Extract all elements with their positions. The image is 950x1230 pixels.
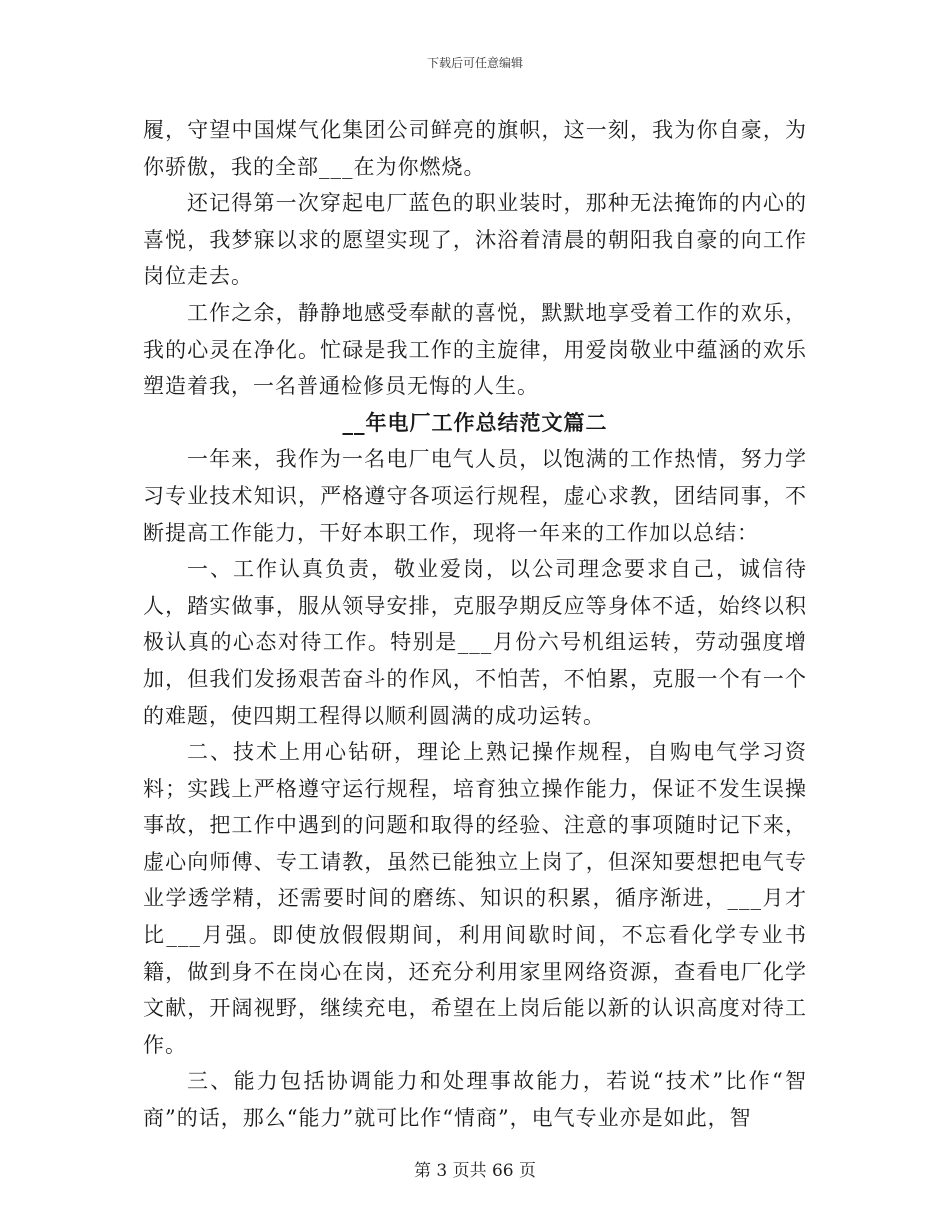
paragraph-intro: 一年来，我作为一名电厂电气人员，以饱满的工作热情，努力学习专业技术知识，严格遵守各项运行规程，虚心求教，团结同事，不断提高工作能力，干好本职工作，现将一年来的工作加以总结： (143, 447, 807, 545)
paragraph-continuation: 履，守望中国煤气化集团公司鲜亮的旗帜，这一刻，我为你自豪，为你骄傲，我的全部___在为你燃烧。 (143, 118, 807, 179)
paragraph-after-work: 工作之余，静静地感受奉献的喜悦，默默地享受着工作的欢乐，我的心灵在净化。忙碌是我工作的主旋律，用爱岗敬业中蕴涵的欢乐塑造着我，一名普通检修员无悔的人生。 (143, 300, 807, 399)
paragraph-point-three: 三、能力包括协调能力和处理事故能力，若说“技术”比作“智商”的话，那么“能力”就可比作“情商”，电气专业亦是如此，智 (143, 1069, 807, 1131)
page-number: 第 3 页共 66 页 (413, 1161, 537, 1181)
page-header: 下载后可任意编辑 (426, 56, 523, 70)
paragraph-point-one: 一、工作认真负责，敬业爱岗，以公司理念要求自己，诚信待人，踏实做事，服从领导安排，克服孕期反应等身体不适，始终以积极认真的心态对待工作。特别是___月份六号机组运转，劳动强度增加，但我们发扬艰苦奋斗的作风，不怕苦，不怕累，克服一个有一个的难题，使四期工程得以顺利圆满的成功运转。 (143, 557, 807, 728)
document-body (143, 112, 807, 1137)
section-title: __年电厂工作总结范文篇二 (342, 409, 608, 435)
paragraph-point-two: 二、技术上用心钻研，理论上熟记操作规程，自购电气学习资料；实践上严格遵守运行规程，培育独立操作能力，保证不发生误操事故，把工作中遇到的问题和取得的经验、注意的事项随时记下来，虚心向师傅、专工请教，虽然已能独立上岗了，但深知要想把电气专业学透学精，还需要时间的磨练、知识的积累，循序渐进，___月才比___月强。即使放假假期间，利用间歇时间，不忘看化学专业书籍，做到身不在岗心在岗，还充分利用家里网络资源，查看电厂化学文献，开阔视野，继续充电，希望在上岗后能以新的认识高度对待工作。 (143, 740, 807, 1057)
paragraph-uniform-memory: 还记得第一次穿起电厂蓝色的职业装时，那种无法掩饰的内心的喜悦，我梦寐以求的愿望实现了，沐浴着清晨的朝阳我自豪的向工作岗位走去。 (143, 191, 807, 289)
